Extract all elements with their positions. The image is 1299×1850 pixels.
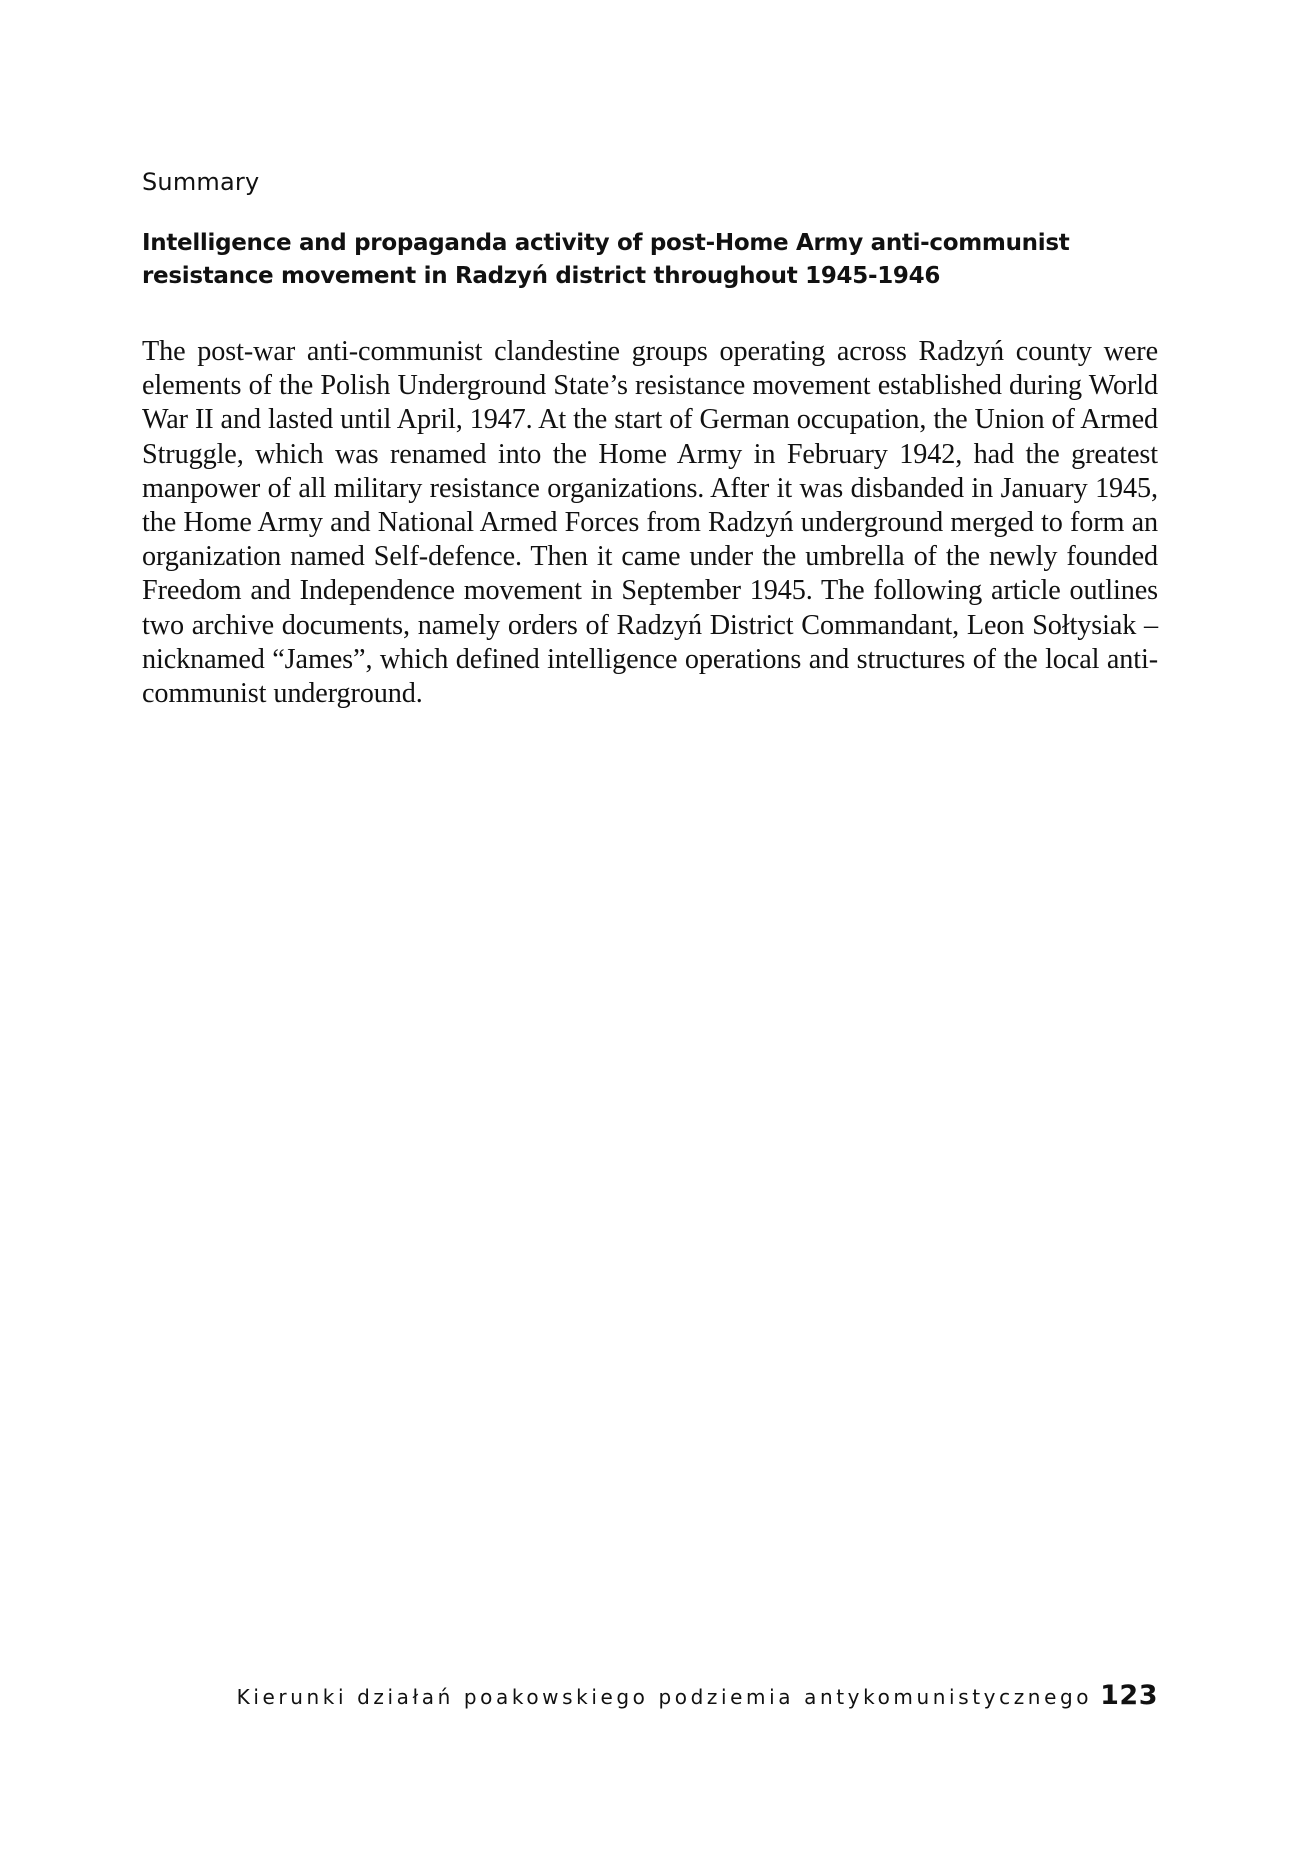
page-footer [237, 1680, 1158, 1711]
abstract-paragraph: The post-war anti-communist clandestine groups operating across Radzyń county were elements of the Polish Underground State’s resistance movement established during World War II and lasted until April, 1947. At the start of German occupation, the Union of Armed Struggle, which was renamed into the Home Army in February 1942, had the greatest manpower of all military resistance organizations. After it was disbanded in January 1945, the Home Army and National Armed Forces from Radzyń underground merged to form an organization named Self-defence. Then it came under the umbrella of the newly founded Freedom and Independence movement in September 1945. The following article outlines two archive documents, namely orders of Radzyń District Commandant, Leon Sołtysiak – nicknamed “James”, which defined intelligence operations and structures of the local anti-communist underground. [142, 336, 1158, 710]
running-title: Kierunki działań poakowskiego podziemia antykomunistycznego [236, 1685, 1093, 1709]
page-number: 123 [1100, 1680, 1158, 1711]
summary-section [142, 165, 1158, 711]
article-title: Intelligence and propaganda activity of post-Home Army anti-communist resistance movement in Radzyń district throughout 1945-1946 [142, 230, 1070, 289]
section-label: Summary [142, 168, 260, 196]
